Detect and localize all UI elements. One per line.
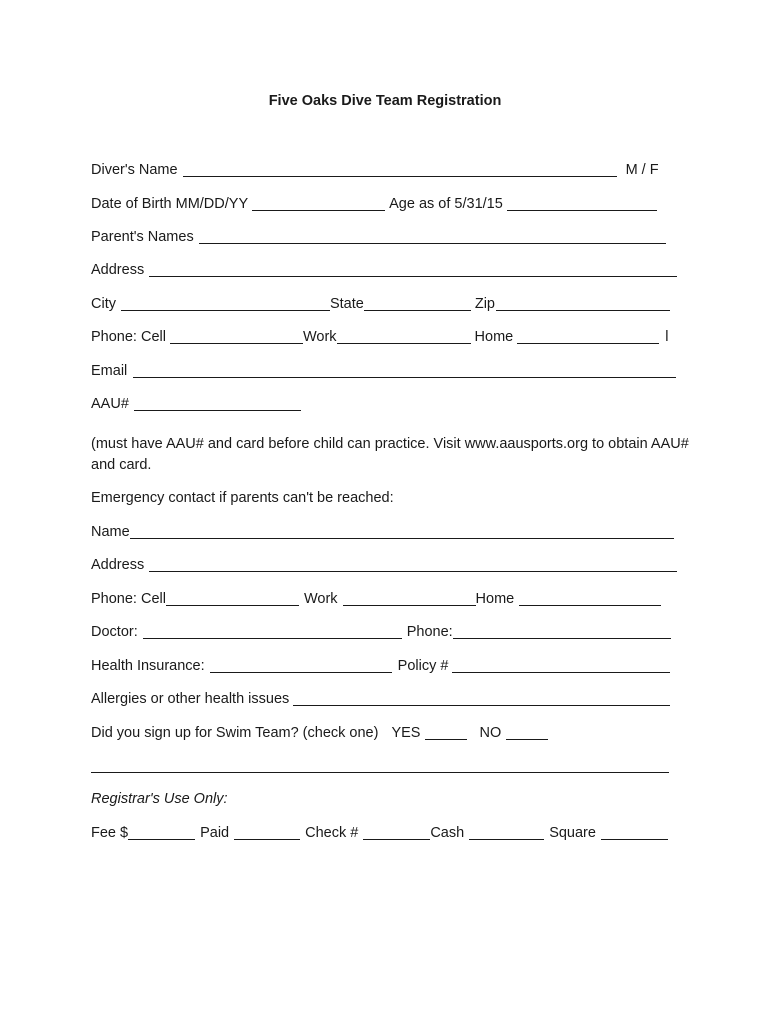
city-label: City [91,296,116,312]
emergency-heading: Emergency contact if parents can't be reached: [91,490,394,506]
phone-trailing-mark: l [665,329,669,345]
zip-label: Zip [474,296,495,312]
parents-row [91,227,666,245]
state-label: State [329,296,364,312]
address-field[interactable] [149,262,677,277]
swim-yes-label: YES [391,725,421,741]
aau-label: AAU# [91,396,129,412]
doctor-phone-label: Phone: [406,624,453,640]
registrar-heading-row [91,789,228,807]
email-label: Email [91,363,128,379]
aau-note: (must have AAU# and card before child can practice. Visit www.aausports.org to obtain AAU# and card. [91,436,689,473]
phone-home-field[interactable] [517,329,659,344]
square-label: Square [549,825,596,841]
fee-field[interactable] [128,825,195,840]
swim-no-label: NO [479,725,502,741]
insurance-field[interactable] [210,658,392,673]
address-row [91,260,677,278]
separator-line [91,772,669,773]
phone-row [91,327,668,345]
registrar-heading: Registrar's Use Only: [91,791,228,807]
swim-label: Did you sign up for Swim Team? (check one) [91,725,379,741]
state-field[interactable] [364,296,471,311]
emergency-home-field[interactable] [519,591,661,606]
phone-home-label: Home [474,329,514,345]
phone-work-label: Work [302,329,337,345]
allergies-row [91,689,670,707]
emergency-address-field[interactable] [149,557,677,572]
dob-label: Date of Birth MM/DD/YY [91,196,249,212]
address-label: Address [91,262,145,278]
page-title: Five Oaks Dive Team Registration [268,93,502,109]
allergies-field[interactable] [293,691,670,706]
check-field[interactable] [363,825,430,840]
city-row [91,294,670,312]
emergency-address-row [91,555,677,573]
allergies-label: Allergies or other health issues [91,691,290,707]
emergency-cell-label: Phone: Cell [91,591,166,607]
email-field[interactable] [133,363,676,378]
emergency-name-field[interactable] [130,524,674,539]
check-label: Check # [305,825,359,841]
diver-name-field[interactable] [183,162,617,177]
aau-field[interactable] [134,396,301,411]
emergency-phone-row [91,589,661,607]
doctor-phone-field[interactable] [453,624,671,639]
cash-field[interactable] [469,825,544,840]
phone-work-field[interactable] [337,329,471,344]
email-row [91,361,676,379]
emergency-address-label: Address [91,557,145,573]
square-field[interactable] [601,825,668,840]
dob-row [91,194,657,212]
zip-field[interactable] [496,296,670,311]
aau-row [91,394,301,412]
dob-field[interactable] [252,196,385,211]
registrar-row [91,823,668,841]
paid-label: Paid [200,825,230,841]
emergency-name-row [91,522,674,540]
age-field[interactable] [507,196,657,211]
parents-field[interactable] [199,229,666,244]
swim-row [91,723,548,741]
cash-label: Cash [430,825,465,841]
insurance-row [91,656,670,674]
diver-name-row [91,160,659,178]
policy-label: Policy # [397,658,449,674]
age-label: Age as of 5/31/15 [389,196,503,212]
parents-label: Parent's Names [91,229,194,245]
paid-field[interactable] [234,825,300,840]
gender-selector[interactable]: M / F [625,162,659,178]
swim-no-field[interactable] [506,725,548,740]
emergency-work-label: Work [303,591,338,607]
insurance-label: Health Insurance: [91,658,205,674]
policy-field[interactable] [452,658,670,673]
phone-cell-field[interactable] [170,329,303,344]
fee-label: Fee $ [91,825,129,841]
doctor-field[interactable] [143,624,402,639]
phone-cell-label: Phone: Cell [91,329,166,345]
emergency-cell-field[interactable] [166,591,299,606]
doctor-label: Doctor: [91,624,138,640]
emergency-heading-row [91,488,394,506]
city-field[interactable] [121,296,330,311]
emergency-home-label: Home [475,591,515,607]
diver-name-label: Diver's Name [91,162,178,178]
doctor-row [91,622,671,640]
swim-yes-field[interactable] [425,725,467,740]
emergency-work-field[interactable] [343,591,476,606]
emergency-name-label: Name [91,524,130,540]
